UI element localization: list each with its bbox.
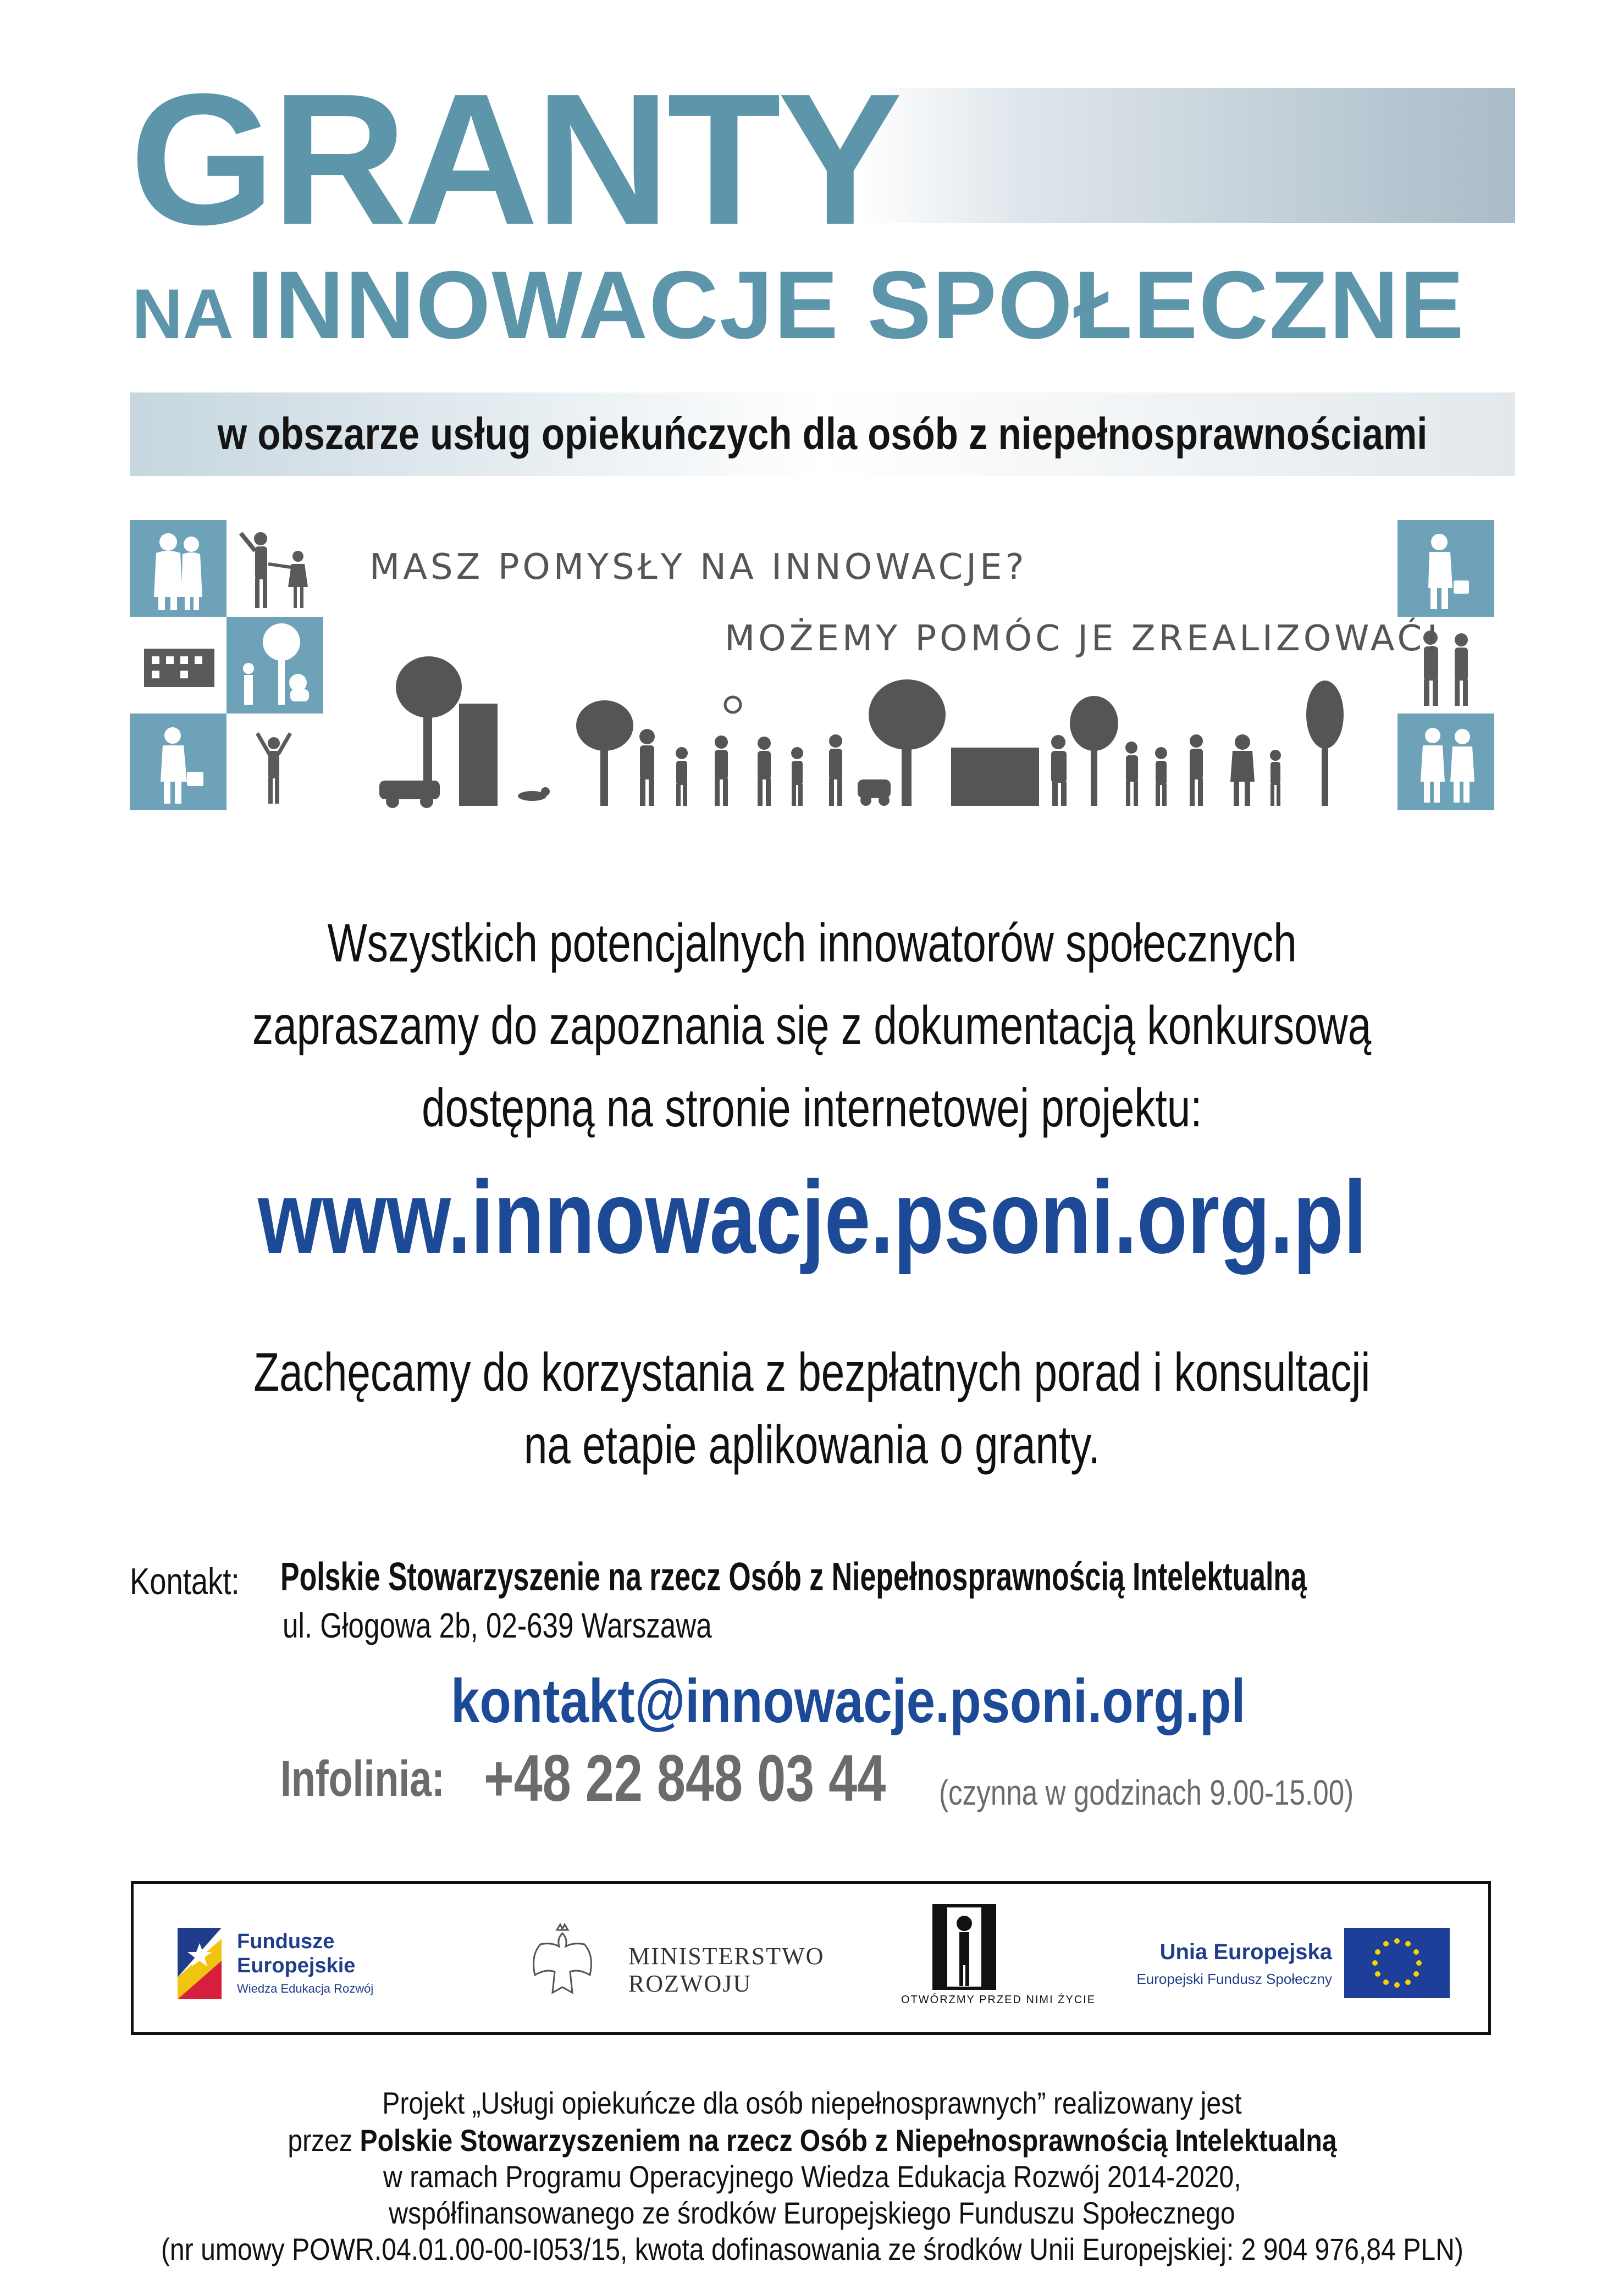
family-silhouette-icon (227, 520, 323, 617)
invitation-line: dostępną na stronie internetowej projektu: (422, 1077, 1202, 1138)
footer-line-4: współfinansowanego ze środków Europejskiego Funduszu Społecznego (389, 2195, 1235, 2230)
eu-flag-icon (1344, 1928, 1450, 1998)
logos-box (131, 1881, 1491, 2035)
illustration (0, 0, 1624, 825)
psoni-slogan: OTWÓRZMY PRZED NIMI ŻYCIE (901, 1994, 1096, 2006)
house-silhouette-icon (130, 617, 227, 714)
invitation-line: Wszystkich potencjalnych innowatorów społecznych (327, 912, 1297, 973)
tile-child (227, 714, 323, 810)
subtitle-prefix: NA (132, 275, 234, 353)
contact-organization: Polskie Stowarzyszenie na rzecz Osób z Niepełnosprawnością Intelektualną (280, 1555, 1307, 1599)
tile-family (227, 520, 323, 617)
tile-caregiver (130, 714, 227, 810)
infoline-hours: (czynna w godzinach 9.00-15.00) (939, 1773, 1354, 1812)
polish-eagle-icon (518, 1922, 606, 2005)
page-title: GRANTY (130, 55, 899, 264)
psoni-door-icon (918, 1900, 1011, 1994)
tile-elderly-pair (1397, 714, 1494, 810)
child-arms-up-icon (227, 714, 323, 810)
fe-name-line2: Europejskie (237, 1954, 356, 1977)
footer-line-2 (288, 2125, 1336, 2156)
tree-family-icon (227, 617, 323, 714)
logo-unia-europejska (1101, 1928, 1453, 1999)
footer-line-5: (nr umowy POWR.04.01.00-00-I053/15, kwota dofinasowania ze środków Unii Europejskiej: 2 904 976,84 PLN) (161, 2232, 1463, 2266)
invitation-line: zapraszamy do zapoznania się z dokumentacją konkursową (252, 995, 1372, 1055)
encouragement-line: na etapie aplikowania o granty. (523, 1414, 1101, 1475)
logo-fundusze-europejskie (178, 1928, 463, 1999)
encouragement-line: Zachęcamy do korzystania z bezpłatnych porad i konsultacji (253, 1342, 1371, 1402)
footer-line-1: Projekt „Usługi opiekuńcze dla osób niepełnosprawnych” realizowany jest (382, 2086, 1242, 2120)
website-link[interactable]: www.innowacje.psoni.org.pl (257, 1159, 1367, 1275)
ministry-name-line2: ROZWOJU (628, 1970, 752, 1997)
contact-label: Kontakt: (130, 1561, 240, 1602)
street-scene-illustration (374, 654, 1363, 814)
invitation-text (0, 902, 1624, 1149)
infoline-label: Infolinia: (280, 1751, 445, 1807)
footer-line-2-prefix: przez (287, 2123, 360, 2158)
street-silhouettes-icon (379, 656, 1344, 808)
topic-text: w obszarze usług opiekuńczych dla osób z niepełnosprawnościami (217, 409, 1428, 459)
ministry-name-line1: MINISTERSTWO (628, 1943, 825, 1970)
fe-program-name: Wiedza Edukacja Rozwój (237, 1982, 374, 1995)
slogan-question: MASZ POMYSŁY NA INNOWACJE? (369, 547, 1028, 588)
slogan-answer: MOŻEMY POMÓC JE ZREALIZOWAĆ! (725, 618, 1443, 659)
eu-fund-name: Europejski Fundusz Społeczny (1136, 1971, 1332, 1987)
tile-tree-family (227, 617, 323, 714)
logo-psoni (901, 1900, 1096, 2021)
footer-line-3: w ramach Programu Operacyjnego Wiedza Edukacja Rozwój 2014-2020, (383, 2159, 1241, 2194)
contact-address: ul. Głogowa 2b, 02-639 Warszawa (283, 1606, 712, 1645)
footer-line-2-organization: Polskie Stowarzyszeniem na rzecz Osób z Niepełnosprawnością Intelektualną (359, 2123, 1337, 2158)
logo-ministerstwo-rozwoju (518, 1922, 859, 2005)
fundusze-europejskie-icon (178, 1928, 222, 1999)
elderly-pair-icon (1397, 714, 1494, 810)
contact-email-link[interactable]: kontakt@innowacje.psoni.org.pl (451, 1667, 1246, 1735)
encouragement-text (0, 1336, 1624, 1481)
elderly-couple-icon (130, 520, 227, 617)
tile-traveler (1397, 520, 1494, 617)
person-with-suitcase-icon (1397, 520, 1494, 617)
fe-name-line1: Fundusze (237, 1930, 335, 1953)
eu-name: Unia Europejska (1159, 1940, 1332, 1964)
tile-house (130, 617, 227, 714)
subtitle-main: INNOWACJE SPOŁECZNE (246, 252, 1465, 359)
caregiver-icon (130, 714, 227, 810)
infoline-phone[interactable]: +48 22 848 03 44 (484, 1741, 886, 1815)
tile-elderly-couple (130, 520, 227, 617)
